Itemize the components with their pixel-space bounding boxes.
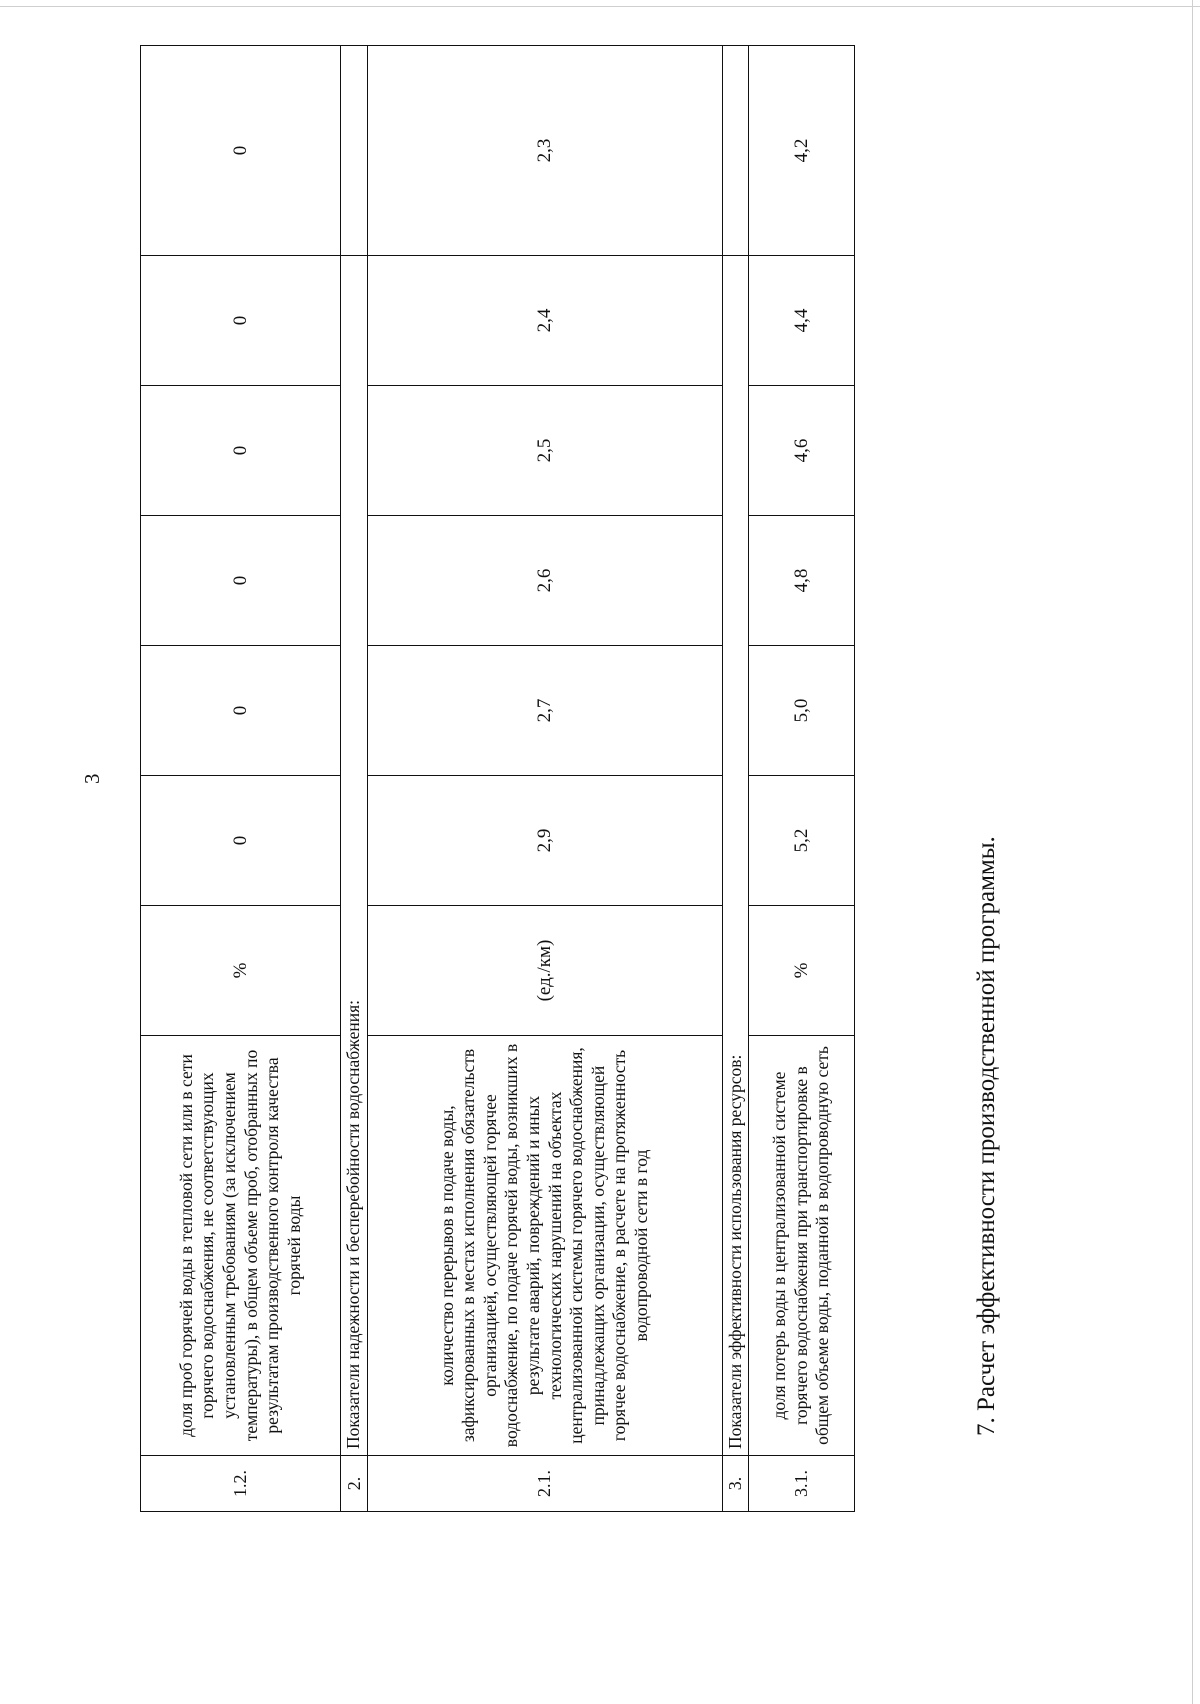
value-cell: 0 xyxy=(141,776,341,906)
section-row xyxy=(341,46,368,1512)
value-cell: 2,3 xyxy=(367,46,722,256)
table-row xyxy=(749,46,855,1512)
value-cell: 0 xyxy=(141,386,341,516)
blank-cell xyxy=(722,46,749,256)
value-cell: 2,4 xyxy=(367,256,722,386)
value-cell: 4,2 xyxy=(749,46,855,256)
indicator-unit: % xyxy=(141,906,341,1036)
value-cell: 0 xyxy=(141,46,341,256)
section-number: 3. xyxy=(722,1456,749,1512)
indicator-name: доля проб горячей воды в тепловой сети или в сети горячего водоснабжения, не соответствующих установленным требованиям (за исключением температуры), в общем объеме проб, отобранных по результатам производственного контроля качества горячей воды xyxy=(141,1036,341,1456)
value-cell: 5,2 xyxy=(749,776,855,906)
value-cell: 2,9 xyxy=(367,776,722,906)
value-cell: 4,8 xyxy=(749,516,855,646)
table-row xyxy=(141,46,341,1512)
value-cell: 0 xyxy=(141,646,341,776)
blank-cell xyxy=(341,46,368,256)
value-cell: 2,7 xyxy=(367,646,722,776)
page-number: 3 xyxy=(80,773,104,784)
value-cell: 4,6 xyxy=(749,386,855,516)
section-title: Показатели эффективности использования ресурсов: xyxy=(722,256,749,1456)
row-number: 2.1. xyxy=(367,1456,722,1512)
section-number: 2. xyxy=(341,1456,368,1512)
value-cell: 0 xyxy=(141,516,341,646)
section-title: Показатели надежности и бесперебойности водоснабжения: xyxy=(341,256,368,1456)
section-row xyxy=(722,46,749,1512)
value-cell: 2,6 xyxy=(367,516,722,646)
section-caption: 7. Расчет эффективности производственной программы. xyxy=(973,836,1000,1436)
value-cell: 2,5 xyxy=(367,386,722,516)
row-number: 3.1. xyxy=(749,1456,855,1512)
indicator-unit: % xyxy=(749,906,855,1036)
indicator-name: количество перерывов в подаче воды, зафиксированных в местах исполнения обязательств организацией, осуществляющей горячее водоснабжение, по подаче горячей воды, возникших в результате аварий, повреждений и иных технологических нарушений на объектах централизованной системы горячего водоснабжения, принадлежащих организации, осуществляющей горячее водоснабжение, в расчете на протяженность водопроводной сети в год xyxy=(367,1036,722,1456)
indicators-table xyxy=(140,45,855,1512)
value-cell: 4,4 xyxy=(749,256,855,386)
value-cell: 5,0 xyxy=(749,646,855,776)
indicator-unit: (ед./км) xyxy=(367,906,722,1036)
table-row xyxy=(367,46,722,1512)
value-cell: 0 xyxy=(141,256,341,386)
indicator-name: доля потерь воды в централизованной системе горячего водоснабжения при транспортировке в общем объеме воды, поданной в водопроводную сеть xyxy=(749,1036,855,1456)
row-number: 1.2. xyxy=(141,1456,341,1512)
